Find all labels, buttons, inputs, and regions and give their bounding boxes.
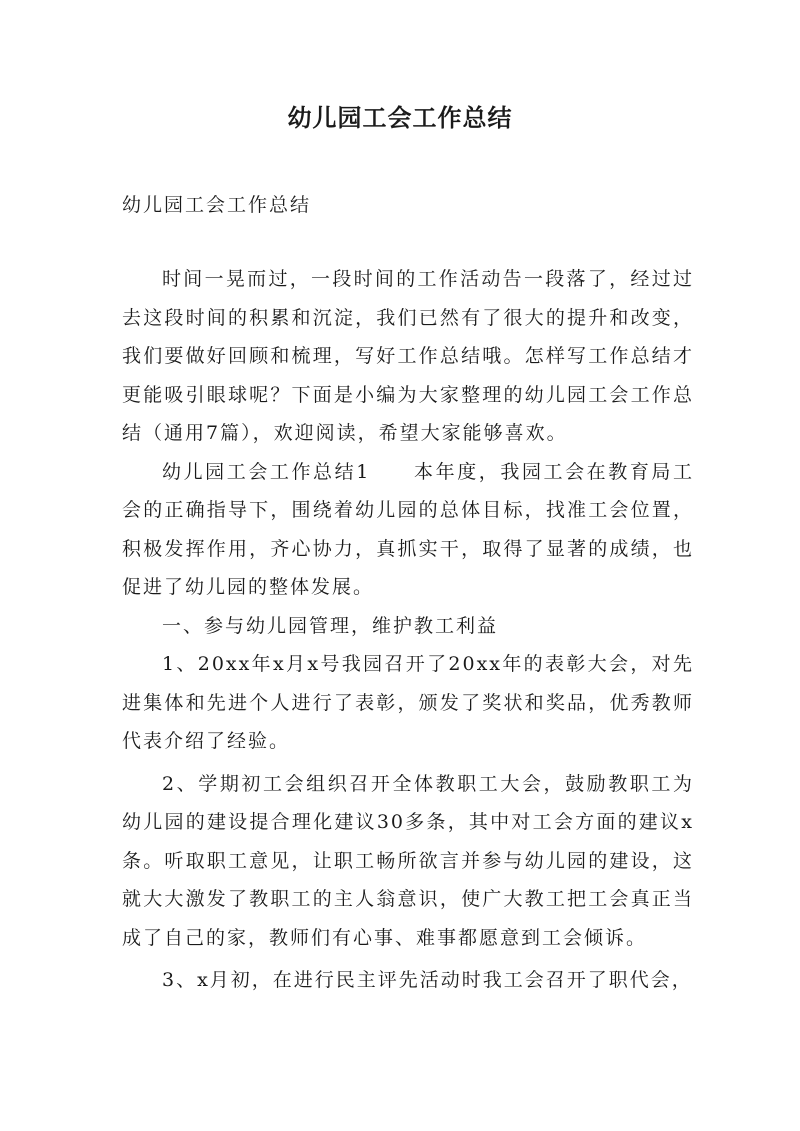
document-title: 幼儿园工会工作总结: [287, 104, 513, 132]
paragraph-summary-1: 幼儿园工会工作总结1 本年度，我园工会在教育局工会的正确指导下，围绕着幼儿园的总体目标，找准工会位置，积极发挥作用，齐心协力，真抓实干，取得了显著的成绩，也促进了幼儿园的整体发展。: [122, 460, 694, 598]
paragraph-item-3: 3、x月初，在进行民主评先活动时我工会召开了职代会，: [162, 969, 693, 991]
paragraph-intro: 时间一晃而过，一段时间的工作活动告一段落了，经过过去这段时间的积累和沉淀，我们已然有了很大的提升和改变，我们要做好回顾和梳理，写好工作总结哦。怎样写工作总结才更能吸引眼球呢？下面是小编为大家整理的幼儿园工会工作总结（通用7篇），欢迎阅读，希望大家能够喜欢。: [122, 268, 694, 444]
document-subtitle: 幼儿园工会工作总结: [122, 194, 312, 216]
section-heading-1: 一、参与幼儿园管理，维护教工利益: [162, 614, 499, 637]
paragraph-item-2: 2、学期初工会组织召开全体教职工大会，鼓励教职工为幼儿园的建设提合理化建议30多条，其中对工会方面的建议x条。听取职工意见，让职工畅所欲言并参与幼儿园的建设，这就大大激发了教职工的主人翁意识，使广大教工把工会真正当成了自己的家，教师们有心事、难事都愿意到工会倾诉。: [122, 772, 694, 949]
paragraph-item-1: 1、20xx年x月x号我园召开了20xx年的表彰大会，对先进集体和先进个人进行了表彰，颁发了奖状和奖品，优秀教师代表介绍了经验。: [122, 653, 694, 752]
document-body: [122, 260, 694, 1000]
